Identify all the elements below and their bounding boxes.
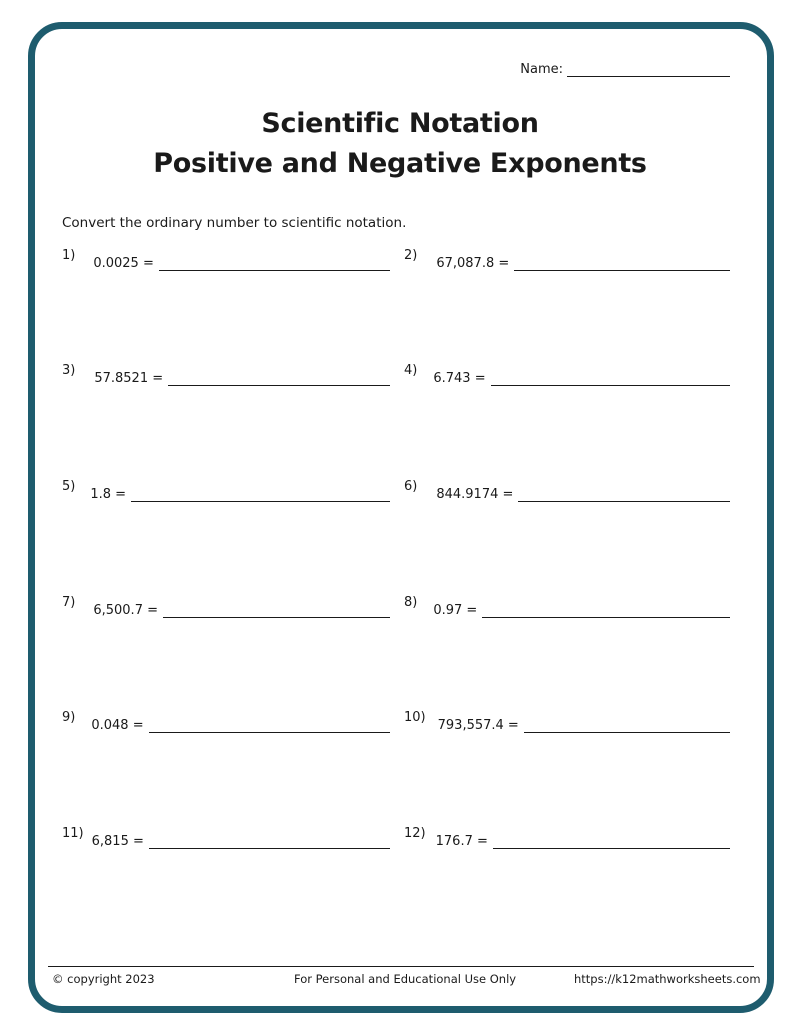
answer-line[interactable] [491, 384, 730, 386]
problem-6 [404, 480, 730, 502]
name-field[interactable] [520, 62, 730, 77]
problem-expression: 57.8521 = [94, 371, 164, 386]
worksheet-title: Scientific Notation [261, 108, 539, 139]
problem-expression: 0.048 = [91, 718, 144, 733]
answer-line[interactable] [482, 616, 730, 618]
footer-copyright: © copyright 2023 [52, 972, 155, 986]
problem-expression: 0.0025 = [93, 256, 154, 271]
problem-10 [404, 711, 730, 733]
problem-expression: 0.97 = [433, 603, 478, 618]
problem-expression: 176.7 = [435, 834, 488, 849]
answer-line[interactable] [131, 500, 390, 502]
problem-2 [404, 249, 730, 271]
problem-expression: 793,557.4 = [437, 718, 519, 733]
problem-3 [62, 364, 390, 386]
problem-12 [404, 827, 730, 849]
worksheet-subtitle: Positive and Negative Exponents [153, 148, 647, 179]
answer-line[interactable] [514, 269, 730, 271]
problem-expression: 6.743 = [433, 371, 486, 386]
problem-expression: 6,500.7 = [93, 603, 158, 618]
problem-7 [62, 596, 390, 618]
problem-number: 4) [404, 363, 418, 378]
problem-number: 6) [404, 479, 418, 494]
problem-number: 1) [62, 248, 76, 263]
footer-divider [48, 966, 754, 967]
answer-line[interactable] [168, 384, 390, 386]
problem-number: 8) [404, 595, 418, 610]
name-blank-line[interactable] [567, 62, 730, 77]
problem-4 [404, 364, 730, 386]
problem-5 [62, 480, 390, 502]
answer-line[interactable] [518, 500, 730, 502]
problem-expression: 67,087.8 = [436, 256, 510, 271]
answer-line[interactable] [149, 731, 390, 733]
problem-number: 7) [62, 595, 76, 610]
problem-number: 11) [62, 826, 84, 841]
footer-url[interactable]: https://k12mathworksheets.com [574, 972, 761, 986]
answer-line[interactable] [493, 847, 730, 849]
problem-8 [404, 596, 730, 618]
problem-11 [62, 827, 390, 849]
answer-line[interactable] [163, 616, 390, 618]
footer-usage-note: For Personal and Educational Use Only [294, 972, 517, 986]
problem-number: 2) [404, 248, 418, 263]
name-label: Name: [520, 62, 563, 77]
problem-number: 3) [62, 363, 76, 378]
problem-number: 5) [62, 479, 76, 494]
answer-line[interactable] [149, 847, 390, 849]
answer-line[interactable] [159, 269, 390, 271]
problem-number: 10) [404, 710, 426, 725]
problem-9 [62, 711, 390, 733]
problem-number: 12) [404, 826, 426, 841]
answer-line[interactable] [524, 731, 730, 733]
problem-expression: 1.8 = [90, 487, 127, 502]
problem-number: 9) [62, 710, 76, 725]
problem-1 [62, 249, 390, 271]
problem-expression: 6,815 = [91, 834, 144, 849]
instructions: Convert the ordinary number to scientific notation. [62, 215, 407, 231]
problem-expression: 844.9174 = [436, 487, 514, 502]
